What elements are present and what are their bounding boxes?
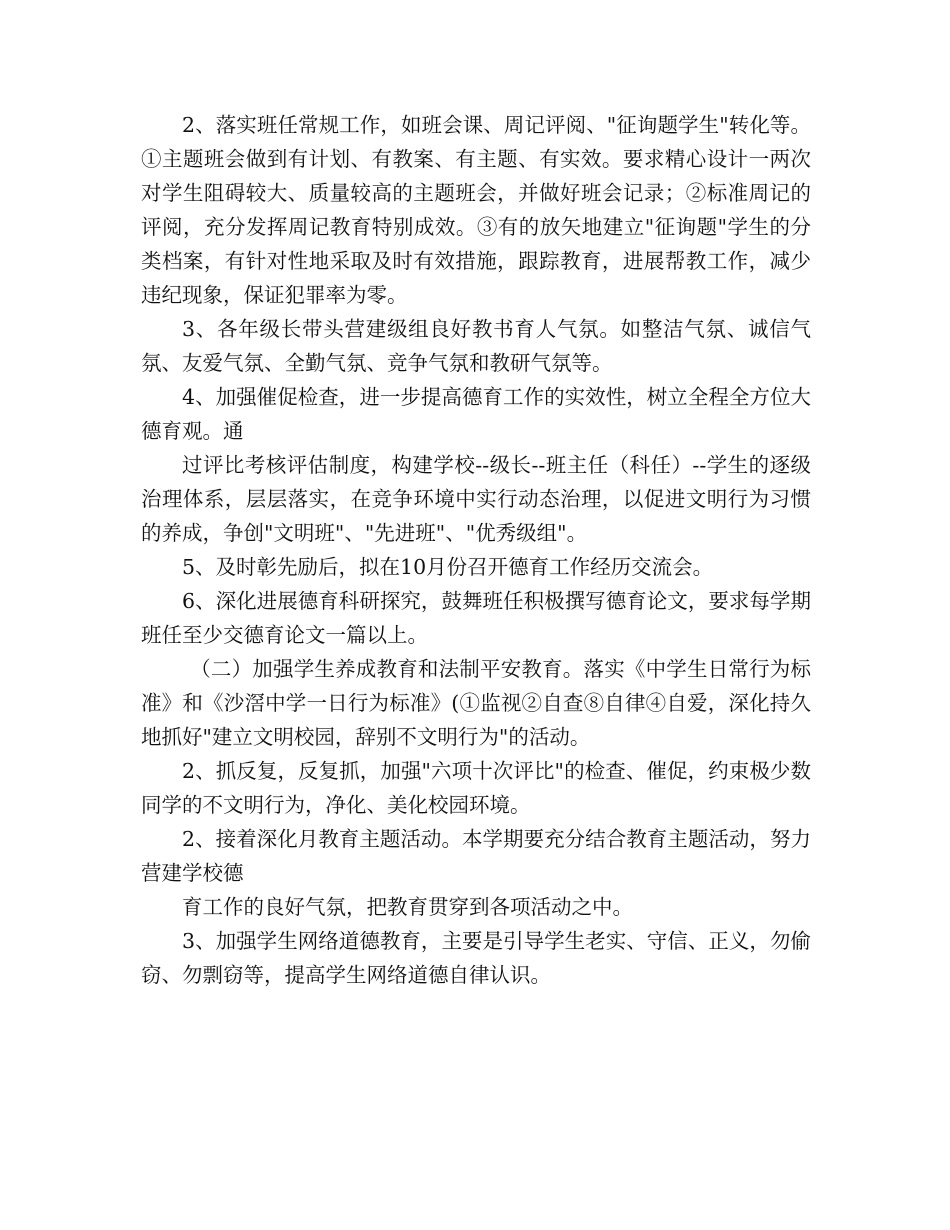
paragraph-supervision-check: 4、加强催促检查，进一步提高德育工作的实效性，树立全程全方位大德育观。通 bbox=[141, 385, 811, 443]
paragraph-repeated-check: 2、抓反复，反复抓，加强"六项十次评比"的检查、催促，约束极少数同学的不文明行为，净化、美化校园环境。 bbox=[141, 759, 811, 817]
paragraph-monthly-theme: 2、接着深化月教育主题活动。本学期要充分结合教育主题活动，努力营建学校德 bbox=[141, 827, 811, 885]
paragraph-class-teacher-routine: 2、落实班任常规工作，如班会课、周记评阅、"征询题学生"转化等。①主题班会做到有计划、有教案、有主题、有实效。要求精心设计一两次对学生阻碍较大、质量较高的主题班会，并做好班会记录；②标准周记的评阅，充分发挥周记教育特别成效。③有的放矢地建立"征询题"学生的分类档案，有针对性地采取及时有效措施，跟踪教育，进展帮教工作，减少违纪现象，保证犯罪率为零。 bbox=[141, 113, 811, 307]
paragraph-network-ethics: 3、加强学生网络道德教育，主要是引导学生老实、守信、正义，勿偷窃、勿剽窃等，提高学生网络道德自律认识。 bbox=[141, 929, 811, 987]
paragraph-moral-research: 6、深化进展德育科研探究，鼓舞班任积极撰写德育论文，要求每学期班任至少交德育论文一篇以上。 bbox=[141, 589, 811, 647]
paragraph-evaluation-system: 过评比考核评估制度，构建学校--级长--班主任（科任）--学生的逐级治理体系，层层落实，在竞争环境中实行动态治理，以促进文明行为习惯的养成，争创"文明班"、"先进班"、"优秀级组"。 bbox=[141, 453, 811, 545]
paragraph-section-two-heading: （二）加强学生养成教育和法制平安教育。落实《中学生日常行为标准》和《沙滘中学一日行为标准》(①监视②自查⑧自律④自爱，深化持久地抓好"建立文明校园，辞别不文明行为"的活动。 bbox=[141, 657, 811, 749]
paragraph-exchange-meeting: 5、及时彰先励后，拟在10月份召开德育工作经历交流会。 bbox=[182, 555, 714, 579]
paragraph-grade-atmosphere: 3、各年级长带头营建级组良好教书育人气氛。如整洁气氛、诚信气氛、友爱气氛、全勤气氛、竞争气氛和教研气氛等。 bbox=[141, 317, 811, 375]
paragraph-monthly-theme-continued: 育工作的良好气氛，把教育贯穿到各项活动之中。 bbox=[182, 895, 633, 919]
document-body bbox=[141, 108, 811, 992]
